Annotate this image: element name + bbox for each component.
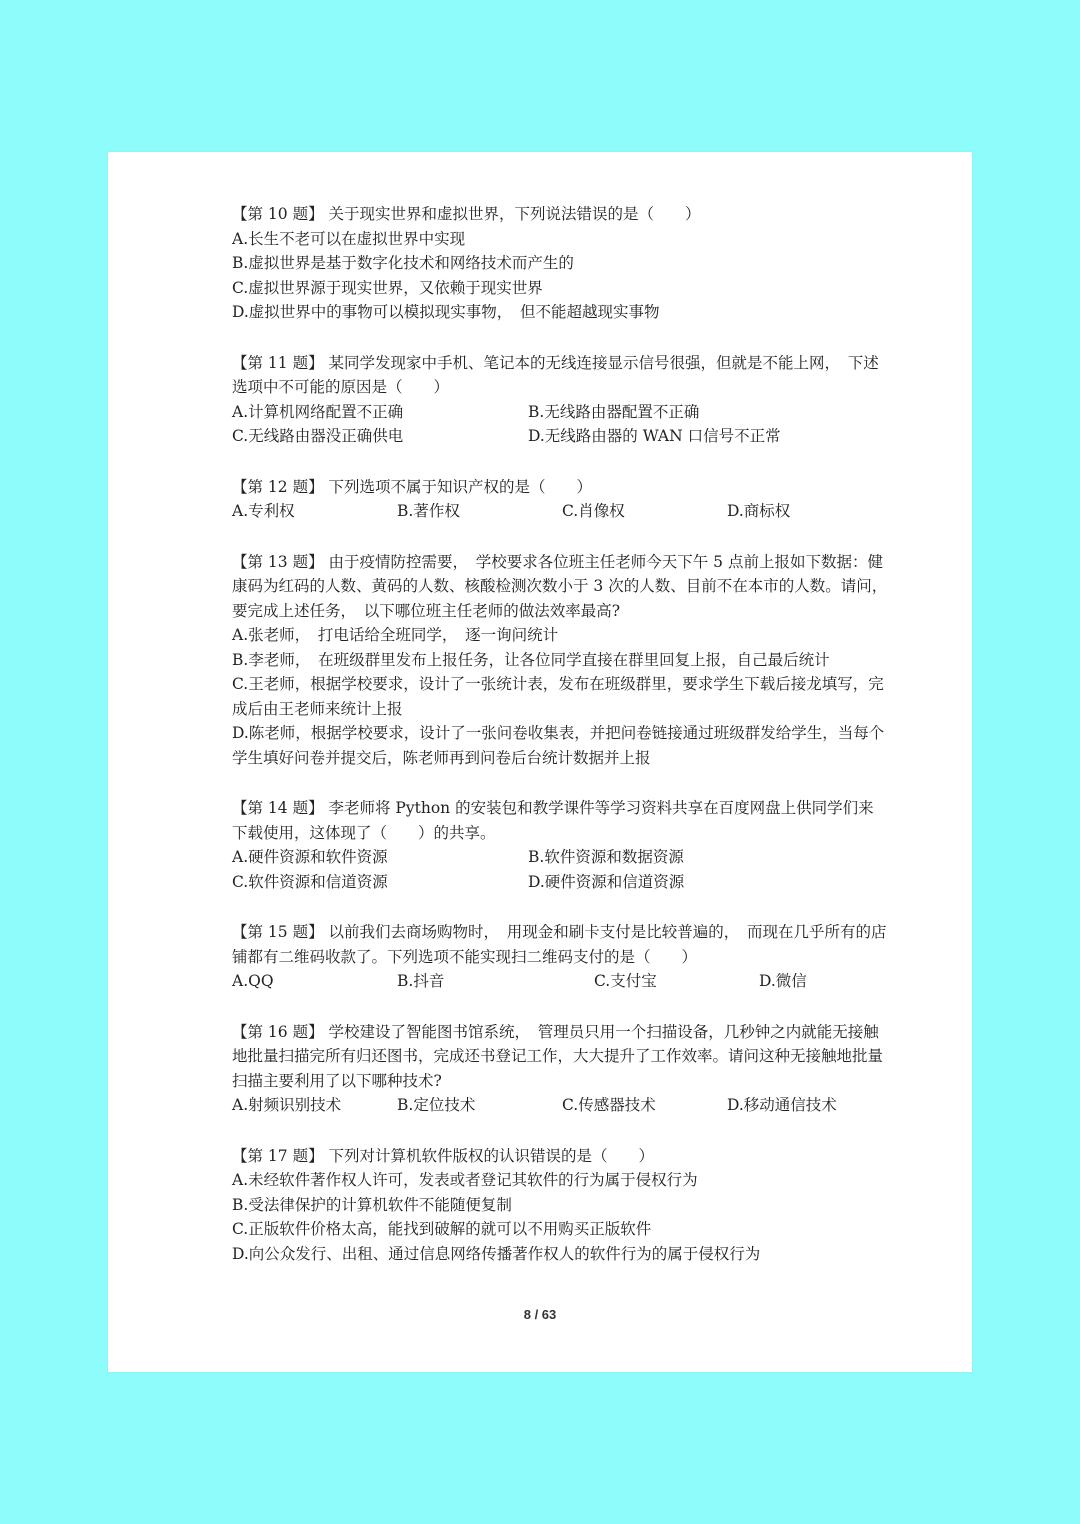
- question-17: [232, 1144, 887, 1267]
- page-number: 8 / 63: [523, 1307, 557, 1322]
- option-a: A.QQ: [232, 972, 274, 990]
- option-d: D.商标权: [727, 502, 791, 520]
- option-a: A.长生不老可以在虚拟世界中实现: [232, 229, 466, 248]
- option-c: C.无线路由器没正确供电: [232, 427, 404, 445]
- option-grid: [232, 499, 887, 524]
- question-list: [232, 202, 895, 1292]
- option-b: B.软件资源和数据资源: [528, 848, 684, 866]
- option-c: C.肖像权: [562, 502, 625, 520]
- option-a: A.射频识别技术: [232, 1096, 342, 1114]
- option-b: B.无线路由器配置不正确: [528, 402, 700, 421]
- option-a: A.专利权: [232, 502, 295, 520]
- question-stem: 【第 16 题】 学校建设了智能图书馆系统， 管理员只用一个扫描设备，几秒钟之内就能无接触地批量扫描完所有归还图书，完成还书登记工作，大大提升了工作效率。请问这种无接触地批量扫描主要利用了以下哪种技术?: [232, 1022, 884, 1090]
- option-c: C.软件资源和信道资源: [232, 872, 388, 891]
- option-b: B.抖音: [397, 972, 445, 990]
- option-c: C.虚拟世界源于现实世界，又依赖于现实世界: [232, 278, 543, 297]
- option-c: C.传感器技术: [562, 1096, 656, 1114]
- option-a: A.计算机网络配置不正确: [232, 402, 404, 421]
- option-d: D.微信: [759, 972, 807, 990]
- option-grid: [232, 400, 887, 449]
- question-10: [232, 202, 887, 325]
- question-15: [232, 920, 887, 994]
- option-grid: [232, 845, 887, 894]
- question-stem: 【第 15 题】 以前我们去商场购物时， 用现金和刷卡支付是比较普遍的， 而现在几乎所有的店铺都有二维码收款了。下列选项不能实现扫二维码支付的是（ ）: [232, 923, 887, 966]
- question-11: [232, 351, 887, 449]
- question-13: [232, 550, 895, 771]
- question-14: [232, 796, 887, 894]
- option-b: B.虚拟世界是基于数字化技术和网络技术而产生的: [232, 254, 574, 272]
- option-c: C.王老师，根据学校要求，设计了一张统计表，发布在班级群里，要求学生下载后接龙填写，完成后由王老师来统计上报: [232, 675, 884, 718]
- option-d: D.向公众发行、出租、通过信息网络传播著作权人的软件行为的属于侵权行为: [232, 1244, 761, 1263]
- question-stem: 【第 11 题】 某同学发现家中手机、笔记本的无线连接显示信号很强，但就是不能上网， 下述选项中不可能的原因是（ ）: [232, 353, 879, 396]
- option-a: A.张老师， 打电话给全班同学， 逐一询问统计: [232, 626, 559, 644]
- option-grid: [232, 1093, 887, 1118]
- option-d: D.移动通信技术: [727, 1096, 837, 1114]
- question-stem: 【第 14 题】 李老师将 Python 的安装包和教学课件等学习资料共享在百度网盘上供同学们来下载使用，这体现了（ ）的共享。: [232, 799, 874, 842]
- document-page: [108, 152, 972, 1372]
- option-b: B.定位技术: [397, 1096, 476, 1114]
- option-c: C.支付宝: [594, 972, 657, 990]
- option-b: B.受法律保护的计算机软件不能随便复制: [232, 1195, 512, 1214]
- question-stem: 【第 17 题】 下列对计算机软件版权的认识错误的是（ ）: [232, 1146, 655, 1165]
- question-stem: 【第 10 题】 关于现实世界和虚拟世界，下列说法错误的是（ ）: [232, 205, 701, 223]
- option-a: A.硬件资源和软件资源: [232, 848, 388, 866]
- option-a: A.未经软件著作权人许可，发表或者登记其软件的行为属于侵权行为: [232, 1171, 698, 1189]
- option-d: D.虚拟世界中的事物可以模拟现实事物， 但不能超越现实事物: [232, 303, 660, 321]
- question-stem: 【第 13 题】 由于疫情防控需要， 学校要求各位班主任老师今天下午 5 点前上报如下数据：健康码为红码的人数、黄码的人数、核酸检测次数小于 3 次的人数、目前不在本市的人数。请问， 要完成上述任务， 以下哪位班主任老师的做法效率最高?: [232, 552, 895, 620]
- option-d: D.陈老师，根据学校要求，设计了一张问卷收集表，并把问卷链接通过班级群发给学生，当每个学生填好问卷并提交后，陈老师再到问卷后台统计数据并上报: [232, 724, 885, 767]
- option-b: B.李老师， 在班级群里发布上报任务，让各位同学直接在群里回复上报，自己最后统计: [232, 650, 830, 669]
- question-stem: 【第 12 题】 下列选项不属于知识产权的是（ ）: [232, 477, 593, 496]
- question-12: [232, 475, 887, 524]
- question-16: [232, 1020, 887, 1118]
- option-d: D.无线路由器的 WAN 口信号不正常: [528, 427, 781, 445]
- option-b: B.著作权: [397, 502, 460, 520]
- option-grid: [232, 969, 887, 994]
- option-d: D.硬件资源和信道资源: [528, 872, 685, 891]
- option-c: C.正版软件价格太高，能找到破解的就可以不用购买正版软件: [232, 1220, 652, 1238]
